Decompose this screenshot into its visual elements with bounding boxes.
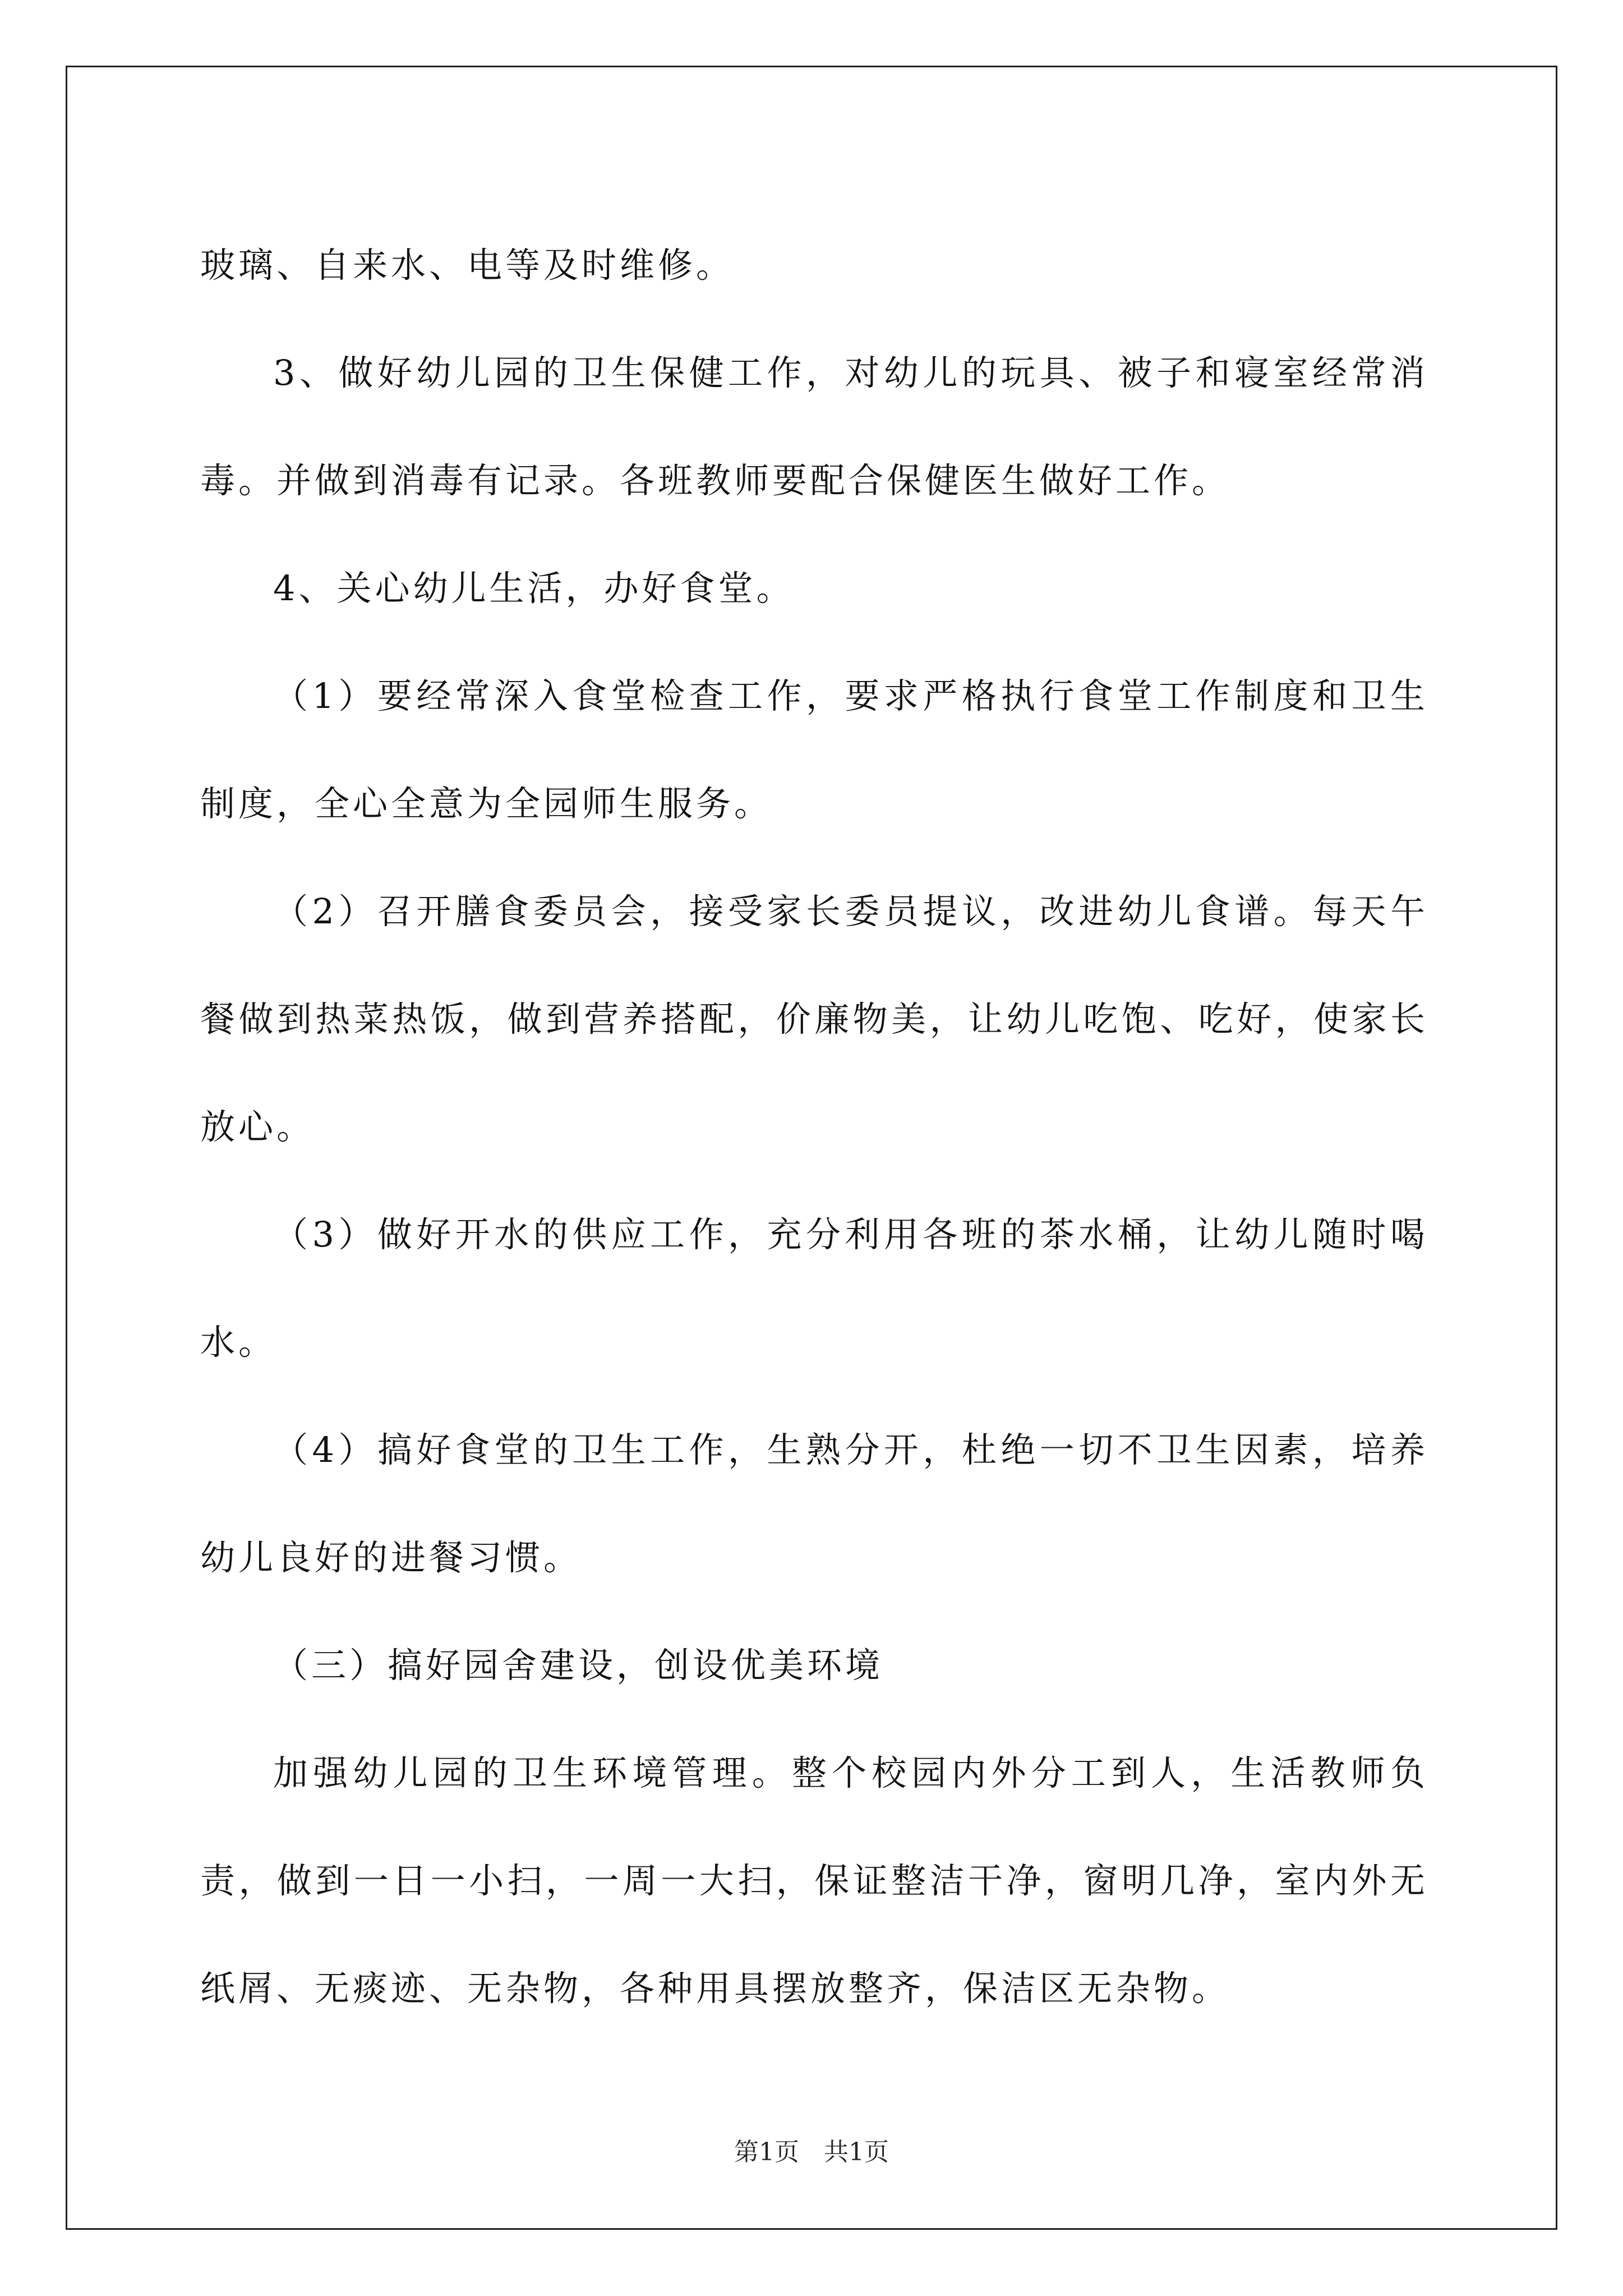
- paragraph-5: （2）召开膳食委员会，接受家长委员提议，改进幼儿食谱。每天午餐做到热菜热饭，做到营养搭配，价廉物美，让幼儿吃饱、吃好，使家长放心。: [200, 891, 1428, 1147]
- paragraph-1: 玻璃、自来水、电等及时维修。: [200, 245, 735, 286]
- paragraph-8: 加强幼儿园的卫生环境管理。整个校园内外分工到人，生活教师负责，做到一日一小扫，一周一大扫，保证整洁干净，窗明几净，室内外无纸屑、无痰迹、无杂物，各种用具摆放整齐，保洁区无杂物。: [200, 1752, 1428, 2009]
- paragraph-2: 3、做好幼儿园的卫生保健工作，对幼儿的玩具、被子和寝室经常消毒。并做到消毒有记录。各班教师要配合保健医生做好工作。: [200, 352, 1428, 501]
- section-heading: （三）搞好园舍建设，创设优美环境: [273, 1645, 884, 1686]
- paragraph-6: （3）做好开水的供应工作，充分利用各班的茶水桶，让幼儿随时喝水。: [200, 1214, 1428, 1363]
- paragraph-3: 4、关心幼儿生活，办好食堂。: [273, 568, 795, 609]
- paragraph-7: （4）搞好食堂的卫生工作，生熟分开，杜绝一切不卫生因素，培养幼儿良好的进餐习惯。: [200, 1429, 1428, 1578]
- page-footer: 第1页 共1页: [734, 2138, 889, 2166]
- paragraph-4: （1）要经常深入食堂检查工作，要求严格执行食堂工作制度和卫生制度，全心全意为全园师生服务。: [200, 675, 1428, 824]
